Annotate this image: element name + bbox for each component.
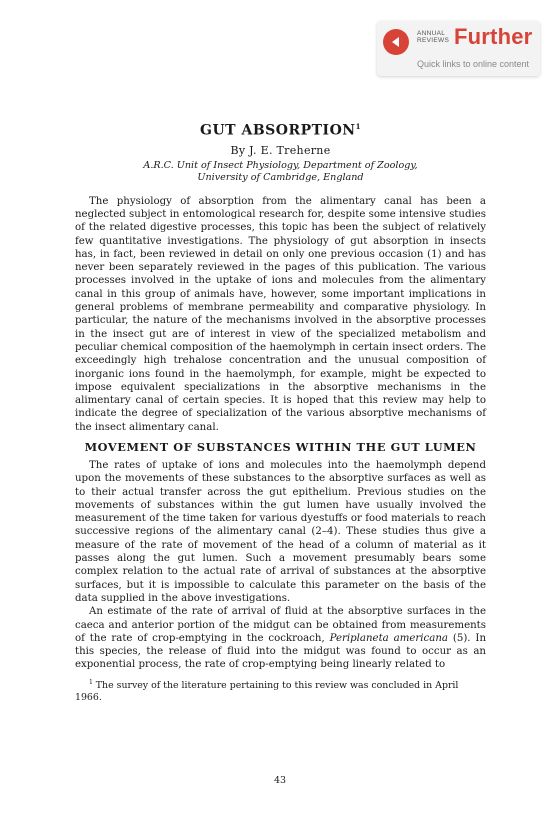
play-icon [383,29,409,55]
intro-paragraph: The physiology of absorption from the alimentary canal has been a neglected subject in entomological research for, despite some intensive studies of the related digestive processes, this topic has been the subject of relatively few quantitative investigations. The physiology of gut absorption in insects has, in fact, been reviewed in detail on only one previous occasion (1) and has never been separately reviewed in the pages of this publication. The various processes involved in the uptake of ions and molecules from the alimentary canal in this group of animals have, however, some important implications in general problems of membrane permeability and comparative physiology. In particular, the nature of the mechanisms involved in the absorptive processes in the insect gut are of interest in view of the specialized metabolism and peculiar chemical composition of the haemolymph in certain insect orders. The exceedingly high trehalose concentration and the unusual composition of inorganic ions found in the haemolymph, for example, might be expected to impose equivalent specializations in the absorptive mechanisms in the alimentary canal of certain species. It is hoped that this review may help to indicate the degree of specialization of the various absorptive mechanisms of the insect alimentary canal. [75,195,486,433]
badge-brand: Further [454,24,533,49]
article-body [75,118,486,704]
badge-bottom-line: REVIEWS [417,37,450,44]
affiliation-line-1: A.R.C. Unit of Insect Physiology, Department of Zoology, [143,159,418,171]
title-text: GUT ABSORPTION [200,122,356,139]
affiliation-line-2: University of Cambridge, England [197,172,364,184]
badge-tagline: Quick links to online content [417,59,530,69]
p2-text-before: An estimate of the rate of arrival of fluid at the absorptive surfaces in the caeca and anterior portion of the midgut can be obtained from measurements of the rate of crop-emptying in the cockroach, [75,606,486,644]
page-number: 43 [273,775,287,786]
badge-top-line: ANNUAL [417,30,446,37]
footnote-text: The survey of the literature pertaining to this review was concluded in April 1966. [75,679,459,703]
further-badge[interactable] [377,21,540,76]
p2-text-after: (5). In this species, the release of fluid into the midgut was found to occur as an exponential process, the rate of crop-emptying being linearly related to [75,632,487,671]
author-line: By J. E. Treherne [230,143,331,157]
section-paragraph-2 [75,605,486,671]
section-heading: MOVEMENT OF SUBSTANCES WITHIN THE GUT LUMEN [84,440,477,454]
species-name: Periplaneta americana [329,632,448,644]
title-footnote-marker: 1 [355,122,361,131]
article-title [75,118,486,140]
annual-reviews-label [417,30,449,44]
section-paragraph-1: The rates of uptake of ions and molecules into the haemolymph depend upon the movements of these substances to the absorptive surfaces as well as to their actual transfer across the gut epithelium. Previous studies on the movements of substances within the gut lumen have usually involved the measurement of the time taken for various dyestuffs or food materials to reach successive regions of the alimentary canal (2–4). These studies thus give a measure of the rate of movement of the head of a column of material as it passes along the gut lumen. Such a movement presumably bears some complex relation to the actual rate of arrival of substances at the absorptive surfaces, but it is impossible to calculate this parameter on the basis of the data supplied in the above investigations. [75,460,486,604]
footnote [75,677,486,704]
footnote-marker: 1 [89,678,93,686]
